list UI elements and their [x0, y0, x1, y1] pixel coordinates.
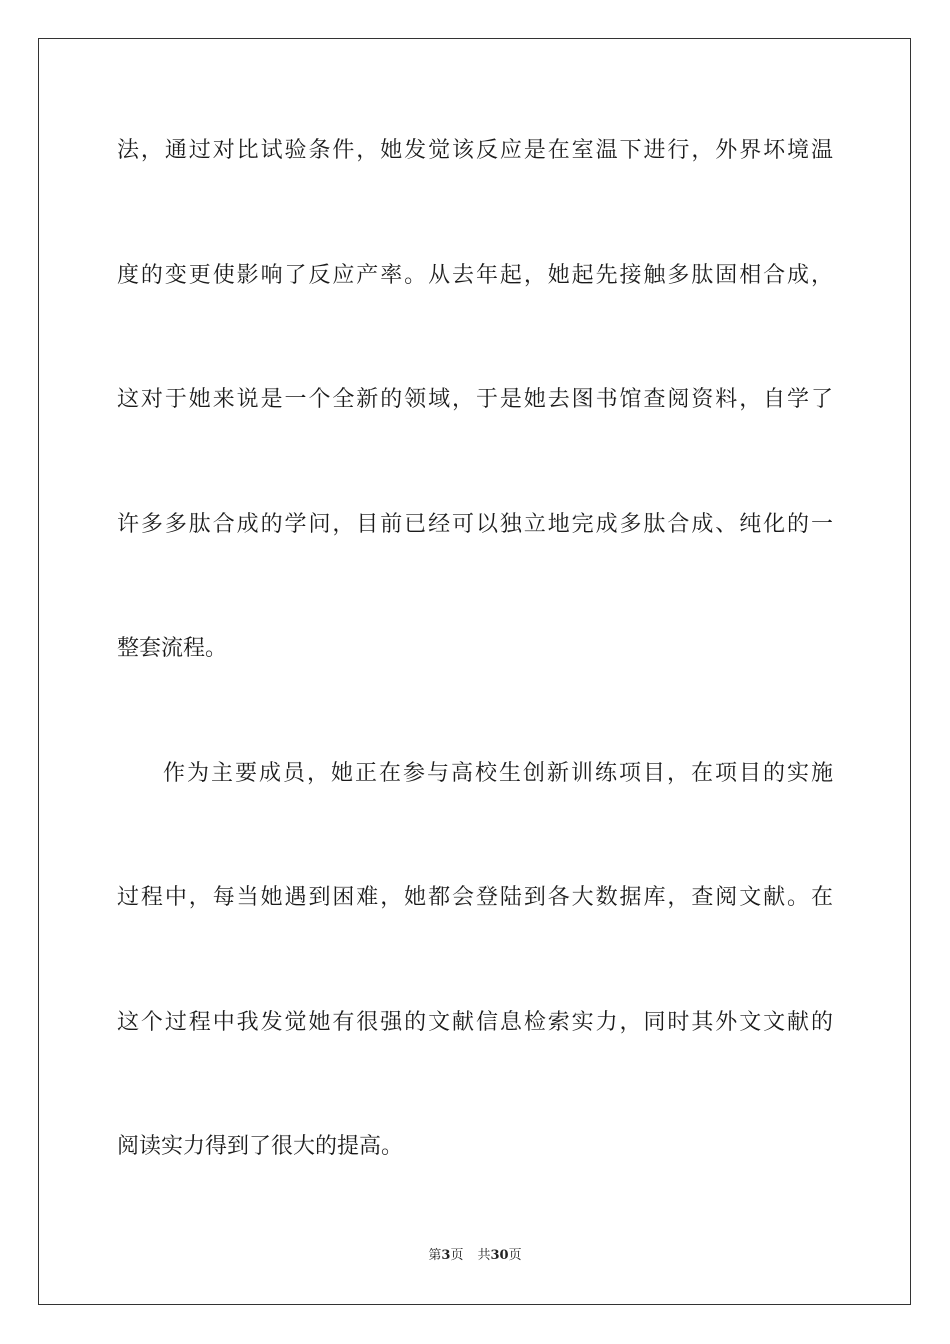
paragraph-2-line-2: 过程中，每当她遇到困难，她都会登陆到各大数据库，查阅文献。在	[117, 885, 833, 910]
paragraph-2-line-4: 阅读实力得到了很大的提高。	[117, 1134, 404, 1159]
total-suffix: 页	[508, 1248, 522, 1263]
paragraph-1-line-5: 整套流程。	[117, 636, 228, 661]
paragraph-1-line-2: 度的变更使影响了反应产率。从去年起，她起先接触多肽固相合成，	[117, 263, 833, 288]
total-prefix: 共	[477, 1248, 491, 1263]
page-footer	[0, 1247, 950, 1265]
total-pages: 30	[490, 1248, 509, 1263]
paragraph-2-line-1: 作为主要成员，她正在参与高校生创新训练项目，在项目的实施	[163, 761, 833, 786]
paragraph-2-line-3: 这个过程中我发觉她有很强的文献信息检索实力，同时其外文文献的	[117, 1010, 833, 1035]
paragraph-1-line-1: 法，通过对比试验条件，她发觉该反应是在室温下进行，外界坏境温	[117, 138, 833, 163]
page-number: 3	[441, 1248, 451, 1263]
paragraph-1-line-4: 许多多肽合成的学问，目前已经可以独立地完成多肽合成、纯化的一	[117, 512, 833, 537]
page-prefix: 第	[428, 1248, 442, 1263]
paragraph-1-line-3: 这对于她来说是一个全新的领域，于是她去图书馆查阅资料，自学了	[117, 387, 833, 412]
page-suffix: 页	[450, 1248, 464, 1263]
page-frame	[38, 38, 911, 1305]
